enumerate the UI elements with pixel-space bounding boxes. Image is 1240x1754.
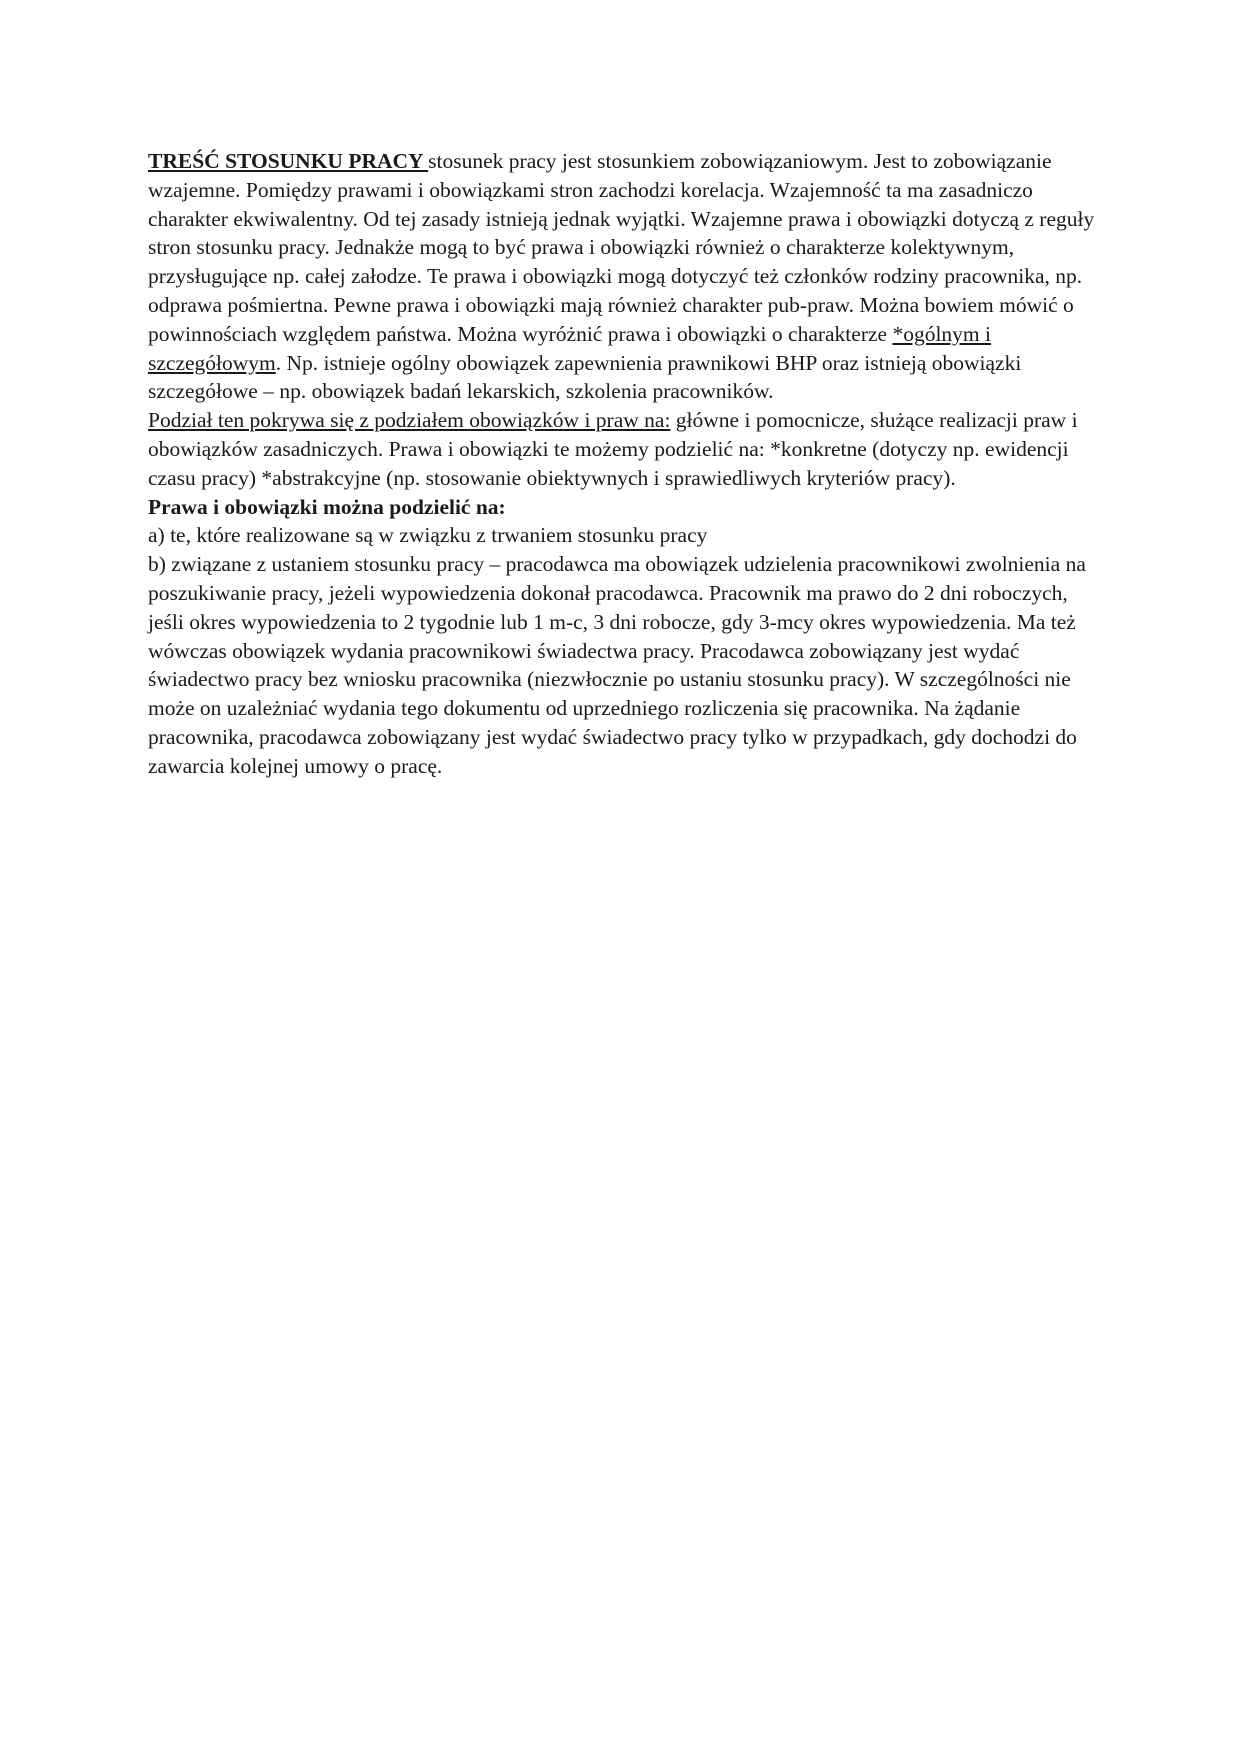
document-body — [148, 147, 1098, 781]
section-heading: TREŚĆ STOSUNKU PRACY — [148, 149, 429, 173]
paragraph-2-underlined: Podział ten pokrywa się z podziałem obowiązków i praw na: — [148, 408, 671, 433]
paragraph-1 — [148, 147, 1098, 406]
paragraph-4 — [148, 521, 1098, 550]
paragraph-5 — [148, 550, 1098, 780]
paragraph-1-text-a: stosunek pracy jest stosunkiem zobowiązaniowym. Jest to zobowiązanie wzajemne. Pomiędzy prawami i obowiązkami stron zachodzi korelacja. Wzajemność ta ma zasadniczo charakter ekwiwalentny. Od tej zasady istnieją jednak wyjątki. Wzajemne prawa i obowiązki dotyczą z reguły stron stosunku pracy. Jednakże mogą to być prawa i obowiązki również o charakterze kolektywnym, przysługujące np. całej załodze. Te prawa i obowiązki mogą dotyczyć też członków rodziny pracownika, np. odprawa pośmiertna. Pewne prawa i obowiązki mają również charakter pub-praw. Można bowiem mówić o powinnościach względem państwa. Można wyróżnić prawa i obowiązki o charakterze — [148, 149, 1095, 346]
list-item-b: b) związane z ustaniem stosunku pracy – pracodawca ma obowiązek udzielenia pracownikowi zwolnienia na poszukiwanie pracy, jeżeli wypowiedzenia dokonał pracodawca. Pracownik ma prawo do 2 dni roboczych, jeśli okres wypowiedzenia to 2 tygodnie lub 1 m-c, 3 dni robocze, gdy 3-mcy okres wypowiedzenia. Ma też wówczas obowiązek wydania pracownikowi świadectwa pracy. Pracodawca zobowiązany jest wydać świadectwo pracy bez wniosku pracownika (niezwłocznie po ustaniu stosunku pracy). W szczególności nie może on uzależniać wydania tego dokumentu od uprzedniego rozliczenia się pracownika. Na żądanie pracownika, pracodawca zobowiązany jest wydać świadectwo pracy tylko w przypadkach, gdy dochodzi do zawarcia kolejnej umowy o pracę. — [148, 552, 1086, 778]
paragraph-1-text-b: . Np. istnieje ogólny obowiązek zapewnienia prawnikowi BHP oraz istnieją obowiązki szczegółowe – np. obowiązek badań lekarskich, szkolenia pracowników. — [148, 350, 1022, 404]
subheading: Prawa i obowiązki można podzielić na: — [148, 494, 506, 519]
list-item-a: a) te, które realizowane są w związku z trwaniem stosunku pracy — [148, 523, 708, 548]
paragraph-2-text: główne i pomocnicze, służące realizacji praw i obowiązków zasadniczych. Prawa i obowiązki te możemy podzielić na: *konkretne (dotyczy np. ewidencji czasu pracy) *abstrakcyjne (np. stosowanie obiektywnych i sprawiedliwych kryteriów pracy). — [148, 408, 1078, 490]
paragraph-1-underlined: *ogólnym i szczegółowym — [148, 321, 991, 375]
paragraph-2 — [148, 406, 1098, 492]
paragraph-3 — [148, 493, 1098, 522]
